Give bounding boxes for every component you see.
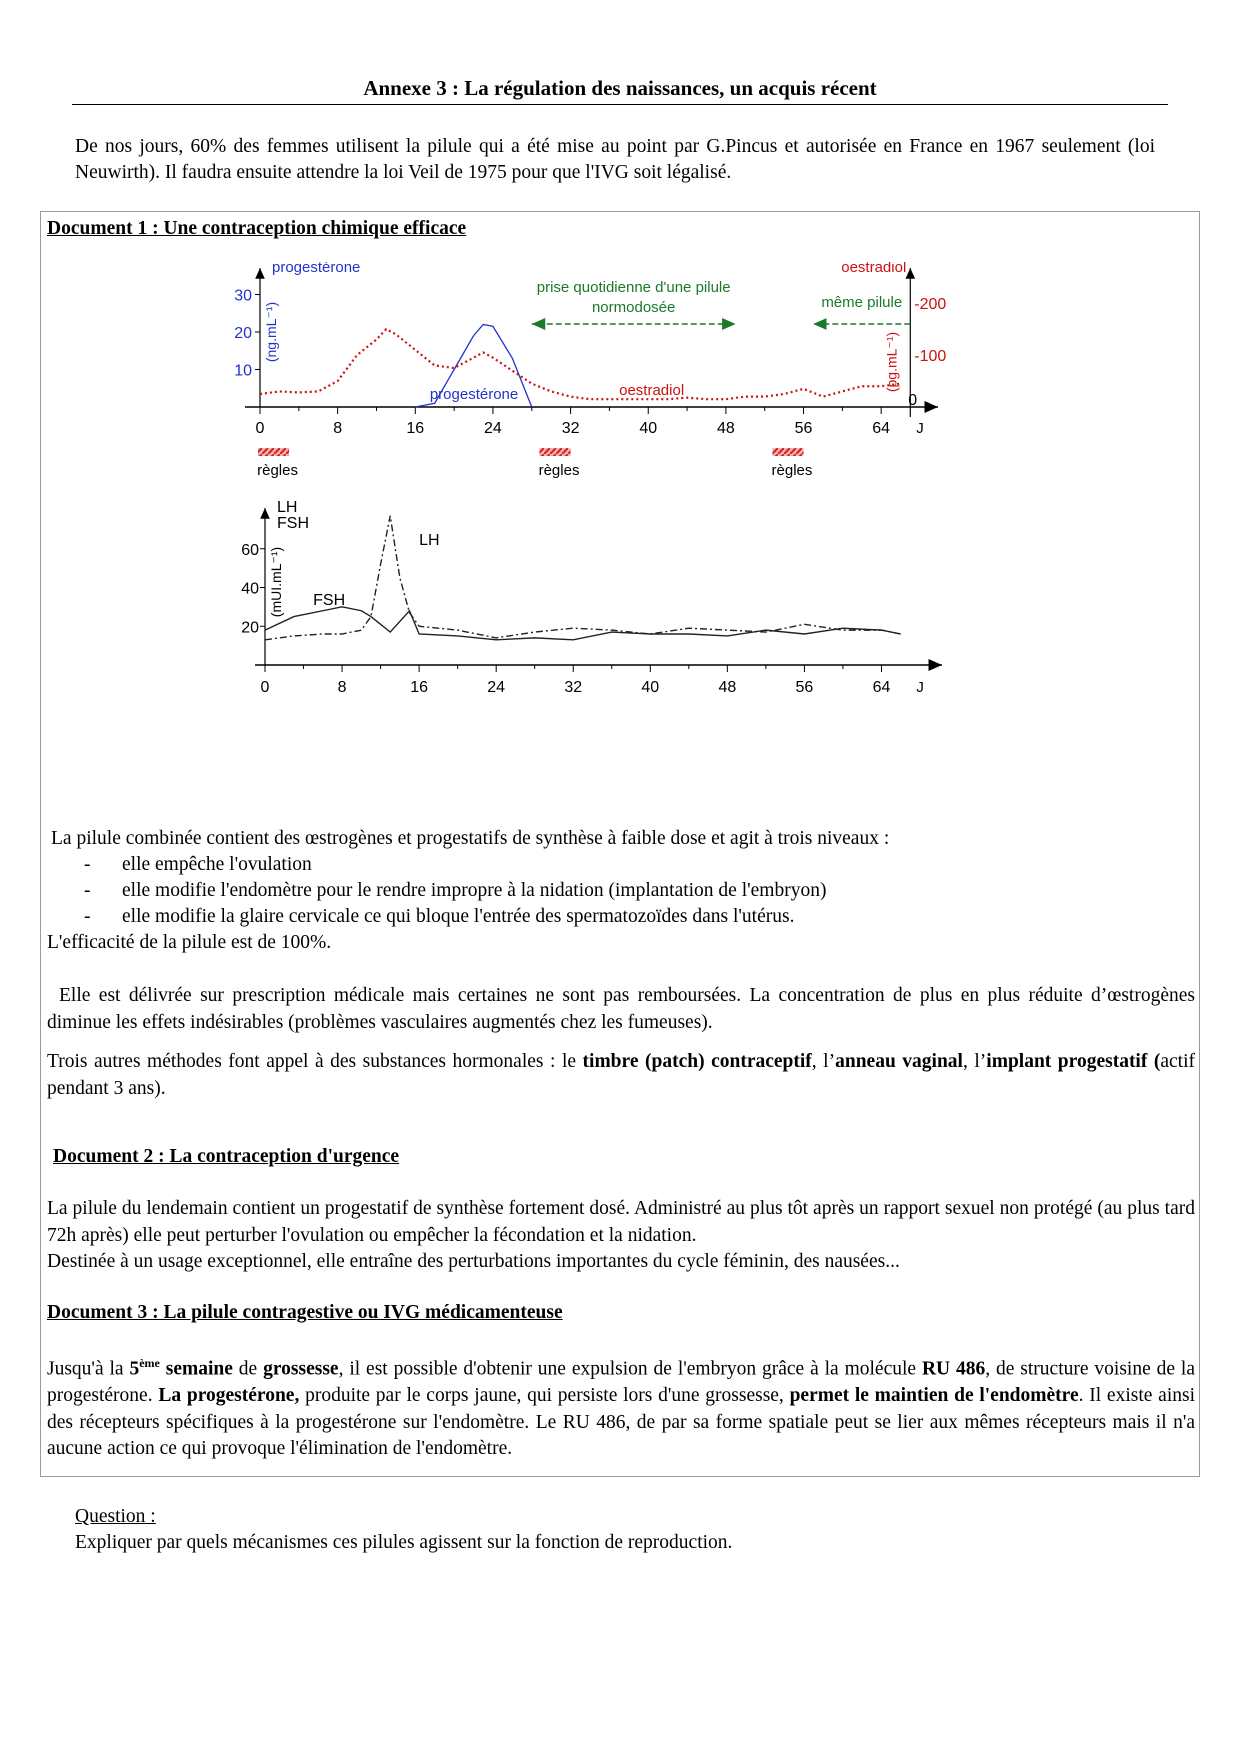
x-axis-label: J [916,679,924,696]
doc1-paragraph-2: Elle est délivrée sur prescription médicale mais certaines ne sont pas remboursées. La concentration de plus en plus réduite d’œstrogènes diminue les effets indésirables (problèmes vasculaires augmentés chez les fumeuses). [47,985,1195,1033]
y-tick-label-right: -200 [914,296,947,314]
y-axis-unit-left: (ng.mL⁻¹) [263,301,279,363]
x-tick-label: 40 [639,420,658,437]
bullet-text: elle modifie l'endomètre pour le rendre impropre à la nidation (implantation de l'embryon) [122,880,827,901]
x-axis-label: J [916,420,924,437]
regles-bar [539,448,570,456]
x-tick-label: 64 [872,420,891,437]
text-run: de [232,1358,264,1380]
hormone-charts [220,262,1080,792]
fsh-line [265,607,901,640]
x-tick-label: 8 [333,420,343,437]
lh-line [265,516,901,640]
x-tick-label: 64 [872,679,891,696]
y-tick-label-right: 0 [908,392,918,409]
bold-run: 5 [129,1358,140,1380]
bold-run: implant progestatif ( [986,1051,1161,1072]
y-tick-label-left: 10 [234,362,252,380]
doc3-paragraph [47,1350,1195,1463]
text-run: Trois autres méthodes font appel à des substances hormonales : le [47,1051,583,1072]
doc2-paragraph-1: La pilule du lendemain contient un progestatif de synthèse fortement dosé. Administré au plus tôt après un rapport sexuel non protégé (au plus tard 72h après) elle peut perturber l'ovulation ou empêcher la fécondation et la nidation. [47,1198,1195,1246]
x-tick-label: 32 [564,679,583,696]
text-run: actif pendant 3 ans). [47,1051,1195,1099]
x-tick-label: 56 [794,420,813,437]
fsh-curve-label: FSH [313,591,346,609]
doc1-bullet-list [84,852,826,930]
lh-curve-label: LH [419,531,440,549]
x-tick-label: 40 [641,679,660,696]
doc1-title: Document 1 : Une contraception chimique efficace [47,218,467,239]
bold-run: anneau vaginal [835,1051,963,1072]
progesterone-curve-label: progestérone [429,386,519,403]
y-axis-unit: (mUI.mL⁻¹) [268,546,284,618]
y-tick-label: 60 [241,541,259,559]
bullet-dash: - [84,880,91,901]
list-item [84,878,826,904]
text-run: , l’ [811,1051,836,1072]
oestradiol-curve-label: oestradiol [619,382,685,399]
x-tick-label: 0 [260,679,270,696]
hormone-charts-svg [220,262,1080,792]
x-tick-label: 56 [795,679,814,696]
text-run: Jusqu'à la [47,1358,130,1380]
pill-annotation: prise quotidienne d'une pilule normodosée [536,279,731,316]
text-run: produite par le corps jaune, qui persiste lors d'une grossesse, [299,1385,790,1406]
list-item [84,852,826,878]
bold-run: RU 486 [921,1358,986,1380]
axis-title-fsh: FSH [277,515,309,532]
x-tick-label: 0 [255,420,265,437]
y-tick-label-left: 20 [234,325,252,342]
superscript: ème [139,1356,160,1370]
y-tick-label-left: 30 [234,287,252,305]
regles-label: règles [538,462,580,479]
list-item [84,904,826,930]
bold-run: La progestérone, [158,1385,300,1406]
x-tick-label: 16 [410,679,429,696]
same-pill-annotation: même pilule [821,294,903,311]
text-run: . Il existe ainsi des récepteurs spécifiques à la progestérone sur l'endomètre. Le RU 486, de par sa forme spatiale peut se lier aux mêmes récepteurs mais il n'a aucune action ce qui provoque l'élimination de l'endomètre. [47,1385,1195,1459]
text-run: , de structure voisine de la progestérone. [47,1358,1195,1406]
y-axis-label-right: oestradiol [841,262,907,276]
question-text: Expliquer par quels mécanismes ces pilules agissent sur la fonction de reproduction. [75,1532,733,1553]
y-tick-label: 20 [241,619,259,637]
bullet-text: elle modifie la glaire cervicale ce qui bloque l'entrée des spermatozoïdes dans l'utérus. [122,906,795,927]
x-tick-label: 8 [337,679,347,696]
question-label: Question : [75,1506,156,1527]
y-axis-unit-right: (pg.mL⁻¹) [883,331,900,393]
text-run: , il est possible d'obtenir une expulsion de l'embryon grâce à la molécule [338,1358,922,1380]
regles-label: règles [771,462,813,479]
regles-bar [258,448,289,456]
bold-run: permet le maintien de l'endomètre [789,1385,1079,1406]
doc1-paragraph-1: La pilule combinée contient des œstrogènes et progestatifs de synthèse à faible dose et agit à trois niveaux : [51,828,890,849]
x-tick-label: 24 [487,679,506,696]
bold-run: timbre (patch) contraceptif [582,1051,812,1072]
x-tick-label: 16 [406,420,425,437]
y-tick-label: 40 [241,580,259,598]
doc1-efficacy: L'efficacité de la pilule est de 100%. [47,932,332,953]
intro-paragraph: De nos jours, 60% des femmes utilisent la pilule qui a été mise au point par G.Pincus et autorisée en France en 1967 seulement (loi Neuwirth). Il faudra ensuite attendre la loi Veil de 1975 pour que l'IVG soit légalisé. [75,136,1155,183]
y-axis-label-left: progestérone [272,262,361,276]
doc1-paragraph-3 [47,1049,1195,1102]
text-run: , l’ [962,1051,987,1072]
y-tick-label-right: -100 [914,348,947,366]
x-tick-label: 24 [484,420,502,437]
bullet-dash: - [84,854,91,875]
regles-bar [772,448,803,456]
x-tick-label: 48 [718,679,737,696]
doc2-paragraph-2: Destinée à un usage exceptionnel, elle entraîne des perturbations importantes du cycle féminin, des nausées... [47,1251,900,1272]
oestradiol-line [260,329,901,399]
page-title: Annexe 3 : La régulation des naissances, un acquis récent [363,76,877,100]
x-tick-label: 32 [561,420,580,437]
regles-label: règles [257,462,298,479]
axis-title-lh: LH [277,499,298,516]
x-tick-label: 48 [716,420,735,437]
doc3-title: Document 3 : La pilule contragestive ou IVG médicamenteuse [47,1302,563,1323]
bullet-dash: - [84,906,91,927]
bold-run: semaine [159,1358,233,1380]
title-divider [72,104,1168,105]
doc2-title: Document 2 : La contraception d'urgence [53,1146,400,1167]
bold-run: grossesse [263,1358,339,1380]
bullet-text: elle empêche l'ovulation [122,854,312,875]
